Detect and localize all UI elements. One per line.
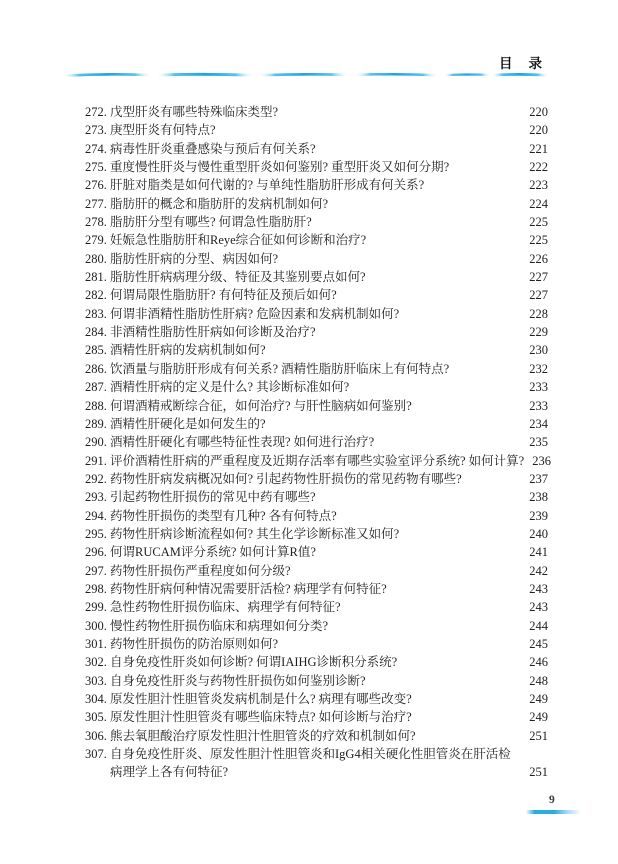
entry-title: 药物性肝损伤的防治原则如何? [110, 636, 279, 651]
entry-page-number: 223 [529, 178, 548, 193]
entry-page-number: 230 [529, 343, 548, 358]
entry-number: 296. [85, 545, 107, 560]
entry-title: 原发性胆汁性胆管炎有哪些临床特点? 如何诊断与治疗? [110, 710, 412, 725]
toc-entry [85, 507, 548, 525]
entry-number: 280. [85, 251, 107, 266]
entry-page-number: 233 [529, 398, 548, 413]
entry-number: 287. [85, 380, 107, 395]
entry-page-number: 244 [529, 618, 548, 633]
entry-title: 引起药物性肝损伤的常见中药有哪些? [110, 490, 316, 505]
entry-title: 药物性肝病诊断流程如何? 其生化学诊断标准又如何? [110, 526, 400, 541]
toc-entry [85, 488, 548, 506]
entry-number: 305. [85, 710, 107, 725]
toc-entry [85, 708, 548, 726]
footer-page-number: 9 [549, 794, 555, 806]
toc-entry [85, 635, 548, 653]
entry-page-number: 229 [529, 325, 548, 340]
entry-title: 饮酒量与脂肪肝形成有何关系? 酒精性脂肪肝临床上有何特点? [110, 361, 450, 376]
dot-leader [285, 250, 528, 268]
entry-page-number: 237 [529, 471, 548, 486]
toc-entry [85, 617, 548, 635]
entry-title: 急性药物性肝损伤临床、病理学有何特征? [110, 600, 341, 615]
entry-page-number: 242 [529, 563, 548, 578]
entry-title: 慢性药物性肝损伤临床和病理如何分类? [110, 618, 329, 633]
entry-page-number: 243 [529, 600, 548, 615]
entry-number: 297. [85, 563, 107, 578]
toc-entry [85, 213, 548, 231]
toc-entry [85, 727, 548, 745]
toc-entry [85, 286, 548, 304]
entry-title: 酒精性肝病的定义是什么? 其诊断标准如何? [110, 380, 350, 395]
toc-entry [85, 470, 548, 488]
entry-number: 276. [85, 178, 107, 193]
entry-title: 原发性胆汁性胆管炎发病机制是什么? 病理有哪些改变? [110, 692, 412, 706]
toc-entry [85, 562, 548, 580]
dot-leader [373, 672, 529, 690]
entry-page-number: 221 [529, 141, 548, 156]
toc-entry-wrap-line [85, 763, 548, 781]
entry-page-number: 222 [529, 160, 548, 175]
dot-leader [406, 525, 528, 543]
entry-number: 298. [85, 581, 107, 596]
entry-title: 脂肪肝的概念和脂肪肝的发病机制如何? [110, 196, 329, 211]
dot-leader [344, 286, 529, 304]
toc-entry [85, 433, 548, 451]
entry-page-number: 225 [529, 233, 548, 248]
entry-number: 282. [85, 288, 107, 303]
entry-title: 脂肪性肝病病理分级、特征及其鉴别要点如何? [110, 270, 366, 285]
toc-entry [85, 525, 548, 543]
entry-title: 何谓酒精戒断综合征，如何治疗? 与肝性脑病如何鉴别? [110, 398, 412, 413]
entry-number: 284. [85, 325, 107, 340]
dot-leader [273, 415, 529, 433]
entry-number: 285. [85, 343, 107, 358]
toc-entry [85, 580, 548, 598]
entry-page-number: 251 [529, 728, 548, 743]
dot-leader [356, 378, 528, 396]
dot-leader [456, 158, 528, 176]
toc-entry [85, 452, 551, 470]
dot-leader [456, 360, 528, 378]
entry-title: 脂肪肝分型有哪些? 何谓急性脂肪肝? [110, 215, 312, 230]
entry-title: 药物性肝损伤严重程度如何分级? [110, 563, 291, 578]
entry-title: 酒精性肝病的发病机制如何? [110, 343, 266, 358]
entry-number: 293. [85, 490, 107, 505]
dot-leader [373, 268, 529, 286]
dot-leader [381, 433, 528, 451]
dot-leader [323, 488, 529, 506]
toc-entry [85, 250, 548, 268]
entry-number: 295. [85, 526, 107, 541]
entry-page-number: 236 [532, 453, 551, 468]
toc-entry [85, 195, 548, 213]
dot-leader [406, 305, 528, 323]
dot-leader [298, 562, 529, 580]
toc-entry [85, 745, 548, 763]
entry-number: 307. [85, 747, 107, 762]
entry-page-number: 227 [529, 288, 548, 303]
dot-leader [323, 140, 529, 158]
entry-page-number: 233 [529, 380, 548, 395]
dot-leader [419, 690, 529, 708]
toc-entry [85, 140, 548, 158]
entry-number: 278. [85, 215, 107, 230]
dot-leader [335, 195, 528, 213]
toc-entry [85, 397, 548, 415]
entry-number: 291. [85, 453, 107, 468]
entry-title: 熊去氧胆酸治疗原发性胆汁性胆管炎的疗效和机制如何? [110, 728, 416, 743]
entry-number: 281. [85, 270, 107, 285]
toc-entry [85, 378, 548, 396]
entry-number: 300. [85, 618, 107, 633]
entry-page-number: 241 [529, 545, 548, 560]
entry-number: 277. [85, 196, 107, 211]
entry-number: 273. [85, 123, 107, 138]
entry-title: 药物性肝损伤的类型有几种? 各有何特点? [110, 508, 337, 523]
entry-title: 何谓RUCAM评分系统? 如何计算R值? [110, 545, 316, 560]
entry-page-number: 220 [529, 123, 548, 138]
dot-leader [235, 763, 528, 781]
dot-leader [469, 470, 529, 488]
page-title-char-2: 录 [528, 56, 542, 71]
toc-entry [85, 653, 548, 671]
entry-page-number: 234 [529, 416, 548, 431]
entry-number: 303. [85, 673, 107, 688]
entry-number: 294. [85, 508, 107, 523]
page-title-char-1: 目 [499, 56, 513, 71]
dot-leader [373, 231, 528, 249]
dot-leader [419, 708, 529, 726]
entry-page-number: 240 [529, 526, 548, 541]
entry-title: 重度慢性肝炎与慢性重型肝炎如何鉴别? 重型肝炎又如何分期? [110, 160, 450, 175]
dot-leader [423, 727, 529, 745]
entry-title: 自身免疫性肝炎、原发性胆汁性胆管炎和IgG4相关硬化性胆管炎在肝活检 [110, 747, 511, 762]
entry-title: 何谓非酒精性脂肪性肝病? 危险因素和发病机制如何? [110, 306, 400, 321]
entry-title: 酒精性肝硬化有哪些特征性表现? 如何进行治疗? [110, 435, 375, 450]
entry-page-number: 226 [529, 251, 548, 266]
entry-title: 肝脏对脂类是如何代谢的? 与单纯性脂肪肝形成有何关系? [110, 178, 425, 193]
dot-leader [223, 121, 529, 139]
entry-title: 何谓局限性脂肪肝? 有何特征及预后如何? [110, 288, 337, 303]
dot-leader [404, 653, 528, 671]
entry-page-number: 225 [529, 215, 548, 230]
dot-leader [319, 213, 529, 231]
entry-title: 病毒性肝炎重叠感染与预后有何关系? [110, 141, 316, 156]
dot-leader [273, 341, 529, 359]
entry-number: 274. [85, 141, 107, 156]
footer-accent-line [526, 810, 580, 814]
dot-leader [285, 103, 528, 121]
entry-title: 药物性肝病发病概况如何? 引起药物性肝损伤的常见药物有哪些? [110, 471, 462, 486]
entry-title: 脂肪性肝病的分型、病因如何? [110, 251, 279, 266]
entry-number: 302. [85, 655, 107, 670]
entry-title: 酒精性肝硬化是如何发生的? [110, 416, 266, 431]
entry-title: 妊娠急性脂肪肝和Reye综合征如何诊断和治疗? [110, 233, 367, 248]
entry-number: 288. [85, 398, 107, 413]
dot-leader [285, 635, 528, 653]
toc-entry [85, 690, 548, 708]
dot-leader [323, 543, 528, 561]
entry-title: 药物性肝病何种情况需要肝活检? 病理学有何特征? [110, 581, 387, 596]
dot-leader [323, 323, 529, 341]
entry-number: 290. [85, 435, 107, 450]
entry-number: 301. [85, 636, 107, 651]
toc-entry [85, 103, 548, 121]
entry-page-number: 224 [529, 196, 548, 211]
entry-page-number: 235 [529, 435, 548, 450]
toc-entry [85, 176, 548, 194]
toc-entry [85, 268, 548, 286]
entry-title: 评价酒精性肝病的严重程度及近期存活率有哪些实验室评分系统? 如何计算? [110, 453, 525, 468]
entry-page-number: 249 [529, 692, 548, 706]
entry-page-number: 248 [529, 673, 548, 688]
entry-title: 庚型肝炎有何特点? [110, 123, 216, 138]
toc-entry [85, 360, 548, 378]
dot-leader [344, 507, 529, 525]
dot-leader [348, 598, 529, 616]
entry-page-number: 232 [529, 361, 548, 376]
entry-number: 306. [85, 728, 107, 743]
toc-entry [85, 121, 548, 139]
entry-page-number: 243 [529, 581, 548, 596]
toc-entry [85, 672, 548, 690]
entry-title: 自身免疫性肝炎与药物性肝损伤如何鉴别诊断? [110, 673, 366, 688]
dot-leader [431, 176, 528, 194]
dot-leader [335, 617, 528, 635]
entry-page-number: 238 [529, 490, 548, 505]
entry-page-number: 251 [529, 765, 548, 780]
dot-leader [394, 580, 529, 598]
entry-title: 戊型肝炎有哪些特殊临床类型? [110, 105, 279, 119]
toc-entry [85, 543, 548, 561]
entry-page-number: 239 [529, 508, 548, 523]
dot-leader [518, 745, 547, 763]
entry-number: 272. [85, 105, 107, 119]
toc-entry [85, 305, 548, 323]
entry-number: 299. [85, 600, 107, 615]
entry-number: 304. [85, 692, 107, 706]
entry-page-number: 220 [529, 105, 548, 119]
dot-leader [419, 397, 529, 415]
entry-number: 275. [85, 160, 107, 175]
entry-title: 自身免疫性肝炎如何诊断? 何谓IAIHG诊断积分系统? [110, 655, 398, 670]
toc-entry [85, 231, 548, 249]
toc-entry [85, 598, 548, 616]
entry-page-number: 245 [529, 636, 548, 651]
entry-number: 279. [85, 233, 107, 248]
toc-list [85, 103, 551, 782]
entry-page-number: 249 [529, 710, 548, 725]
entry-page-number: 246 [529, 655, 548, 670]
entry-number: 289. [85, 416, 107, 431]
toc-entry [85, 158, 548, 176]
entry-title: 非酒精性脂肪性肝病如何诊断及治疗? [110, 325, 316, 340]
entry-number: 292. [85, 471, 107, 486]
decorative-wave-line [64, 69, 548, 81]
entry-page-number: 228 [529, 306, 548, 321]
entry-title: 病理学上各有何特征? [110, 765, 229, 780]
entry-number: 286. [85, 361, 107, 376]
entry-page-number: 227 [529, 270, 548, 285]
toc-entry [85, 323, 548, 341]
toc-entry [85, 415, 548, 433]
entry-number: 283. [85, 306, 107, 321]
toc-entry [85, 341, 548, 359]
